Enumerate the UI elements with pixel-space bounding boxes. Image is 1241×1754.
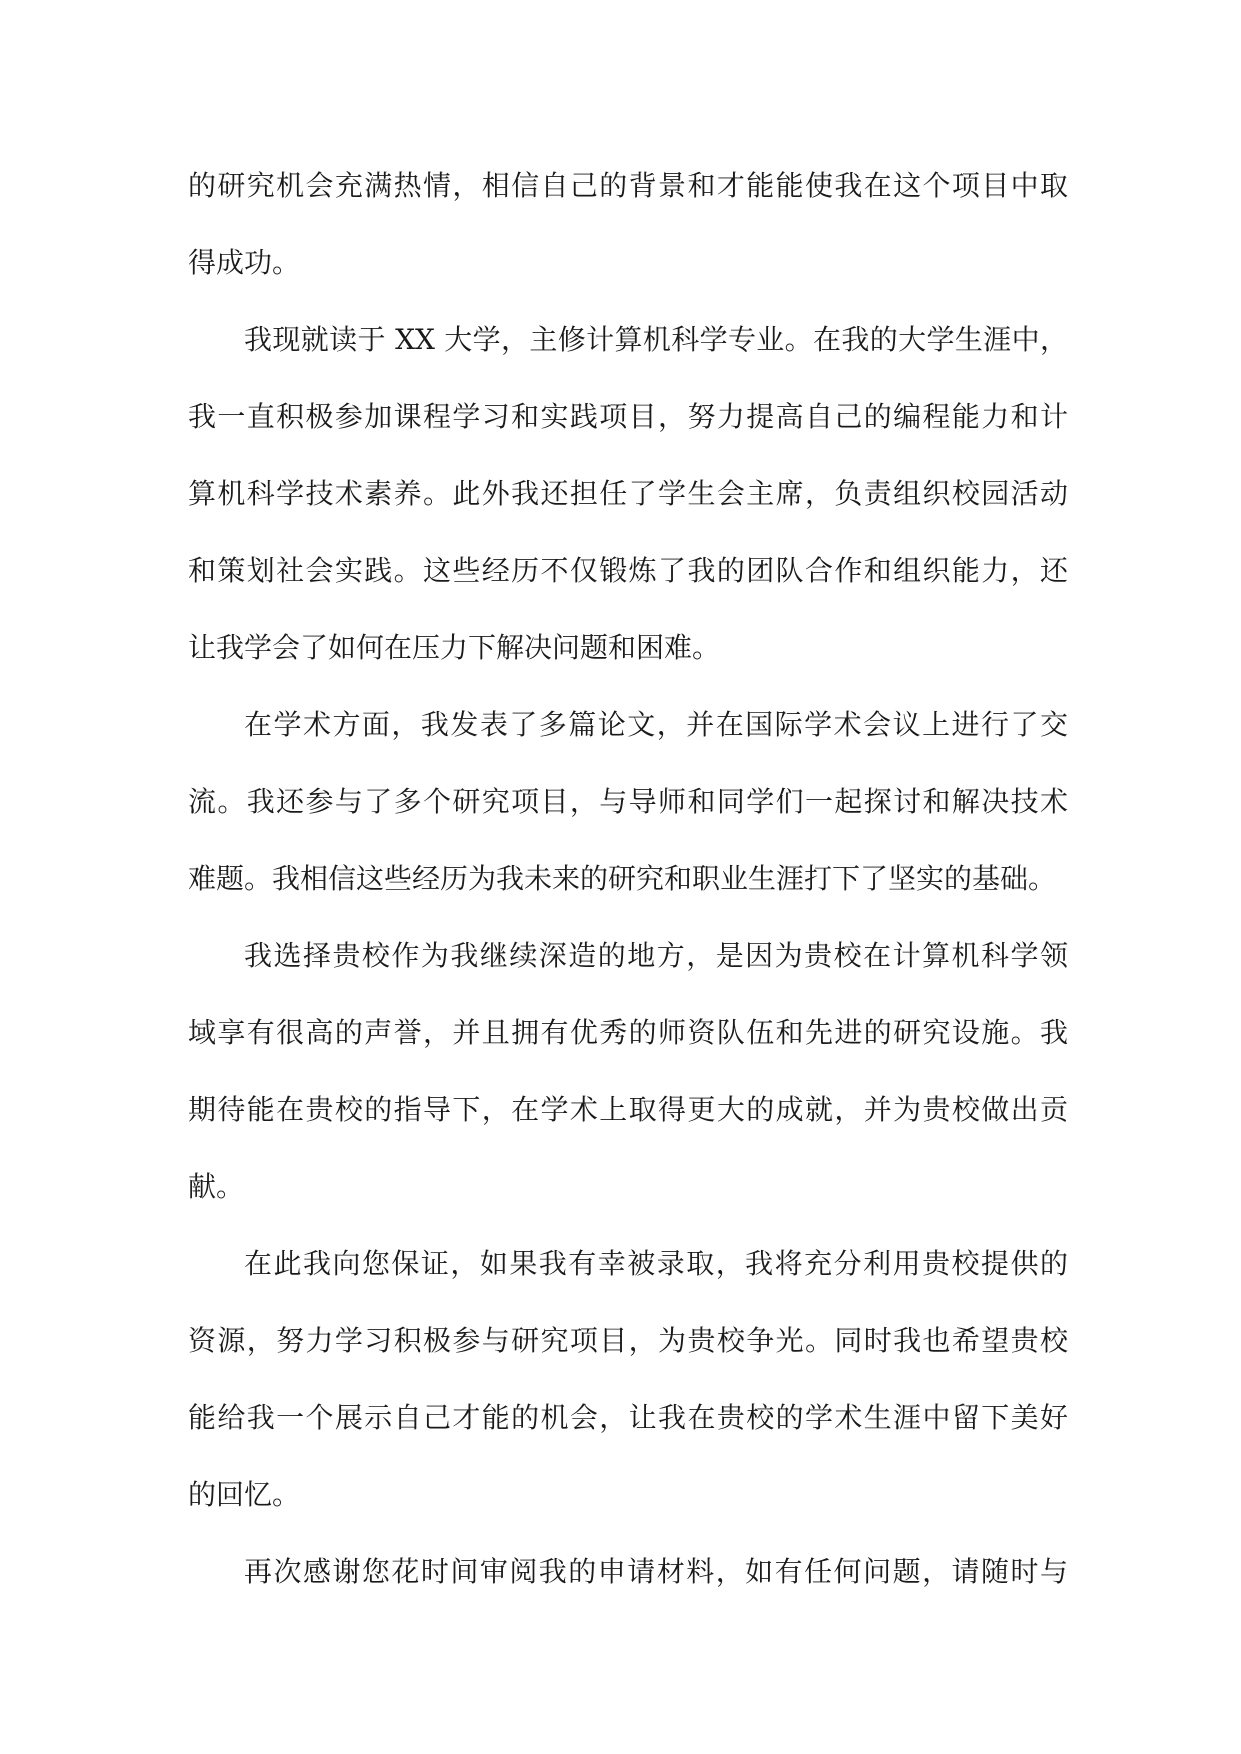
text-line: 资源，努力学习积极参与研究项目，为贵校争光。同时我也希望贵校: [188, 1324, 1068, 1357]
text-line: 再次感谢您花时间审阅我的申请材料，如有任何问题，请随时与: [244, 1555, 1068, 1588]
text-line: 难题。我相信这些经历为我未来的研究和职业生涯打下了坚实的基础。: [188, 862, 1057, 895]
text-line: 期待能在贵校的指导下，在学术上取得更大的成就，并为贵校做出贡: [188, 1093, 1068, 1126]
text-line: 域享有很高的声誉，并且拥有优秀的师资队伍和先进的研究设施。我: [188, 1016, 1068, 1049]
text-line: 和策划社会实践。这些经历不仅锻炼了我的团队合作和组织能力，还: [188, 554, 1068, 587]
text-line: 在此我向您保证，如果我有幸被录取，我将充分利用贵校提供的: [244, 1247, 1068, 1280]
text-line: 在学术方面，我发表了多篇论文，并在国际学术会议上进行了交: [244, 708, 1068, 741]
text-line: 的回忆。: [188, 1478, 301, 1511]
text-line: 得成功。: [188, 246, 301, 279]
text-line: 我选择贵校作为我继续深造的地方，是因为贵校在计算机科学领: [244, 939, 1068, 972]
letter-body: [188, 147, 1068, 1610]
text-line: 算机科学技术素养。此外我还担任了学生会主席，负责组织校园活动: [188, 477, 1068, 510]
text-line: 流。我还参与了多个研究项目，与导师和同学们一起探讨和解决技术: [188, 785, 1068, 818]
text-line: 的研究机会充满热情，相信自己的背景和才能能使我在这个项目中取: [188, 169, 1068, 202]
text-line: 献。: [188, 1170, 245, 1203]
text-line: 我现就读于 XX 大学，主修计算机科学专业。在我的大学生涯中，: [244, 323, 1068, 356]
text-line: 能给我一个展示自己才能的机会，让我在贵校的学术生涯中留下美好: [188, 1401, 1068, 1434]
text-line: 我一直积极参加课程学习和实践项目，努力提高自己的编程能力和计: [188, 400, 1068, 433]
text-line: 让我学会了如何在压力下解决问题和困难。: [188, 631, 721, 664]
